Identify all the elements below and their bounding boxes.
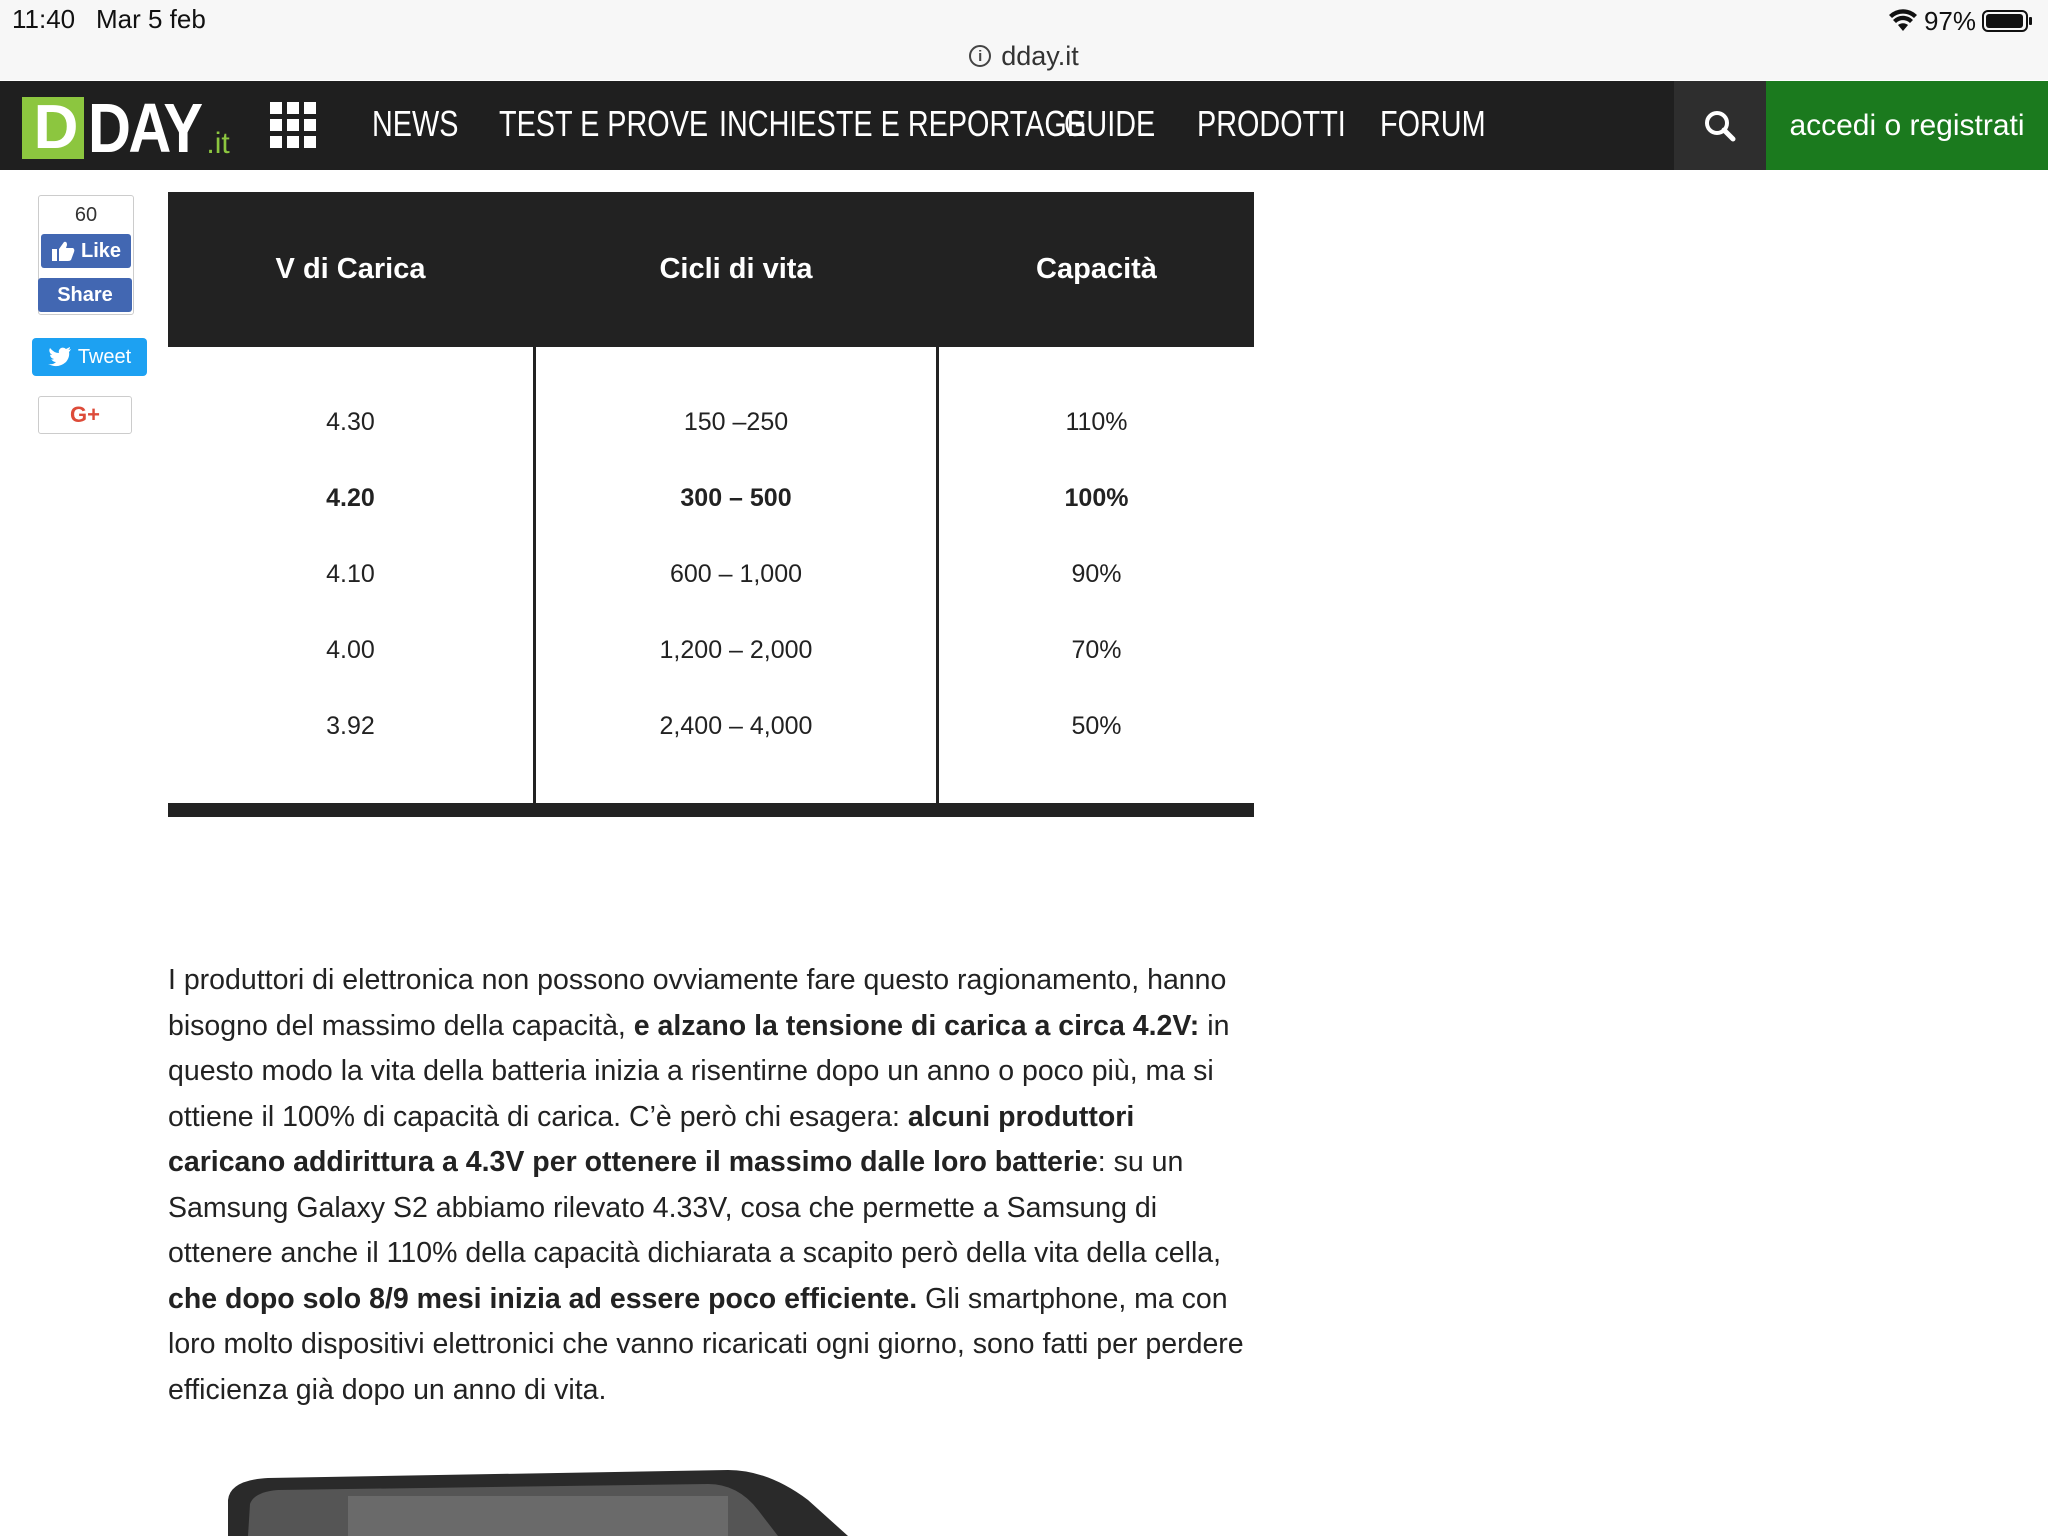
- cell-cicli: 2,400 – 4,000: [659, 712, 813, 740]
- cell-capacita: 50%: [1071, 712, 1122, 740]
- nav-prodotti[interactable]: PRODOTTI: [1197, 103, 1346, 144]
- para-segment-bold: che dopo solo 8/9 mesi inizia ad essere poco efficiente.: [168, 1282, 918, 1315]
- para-segment: Gli smartphone, ma con loro molto dispositivi elettronici che vanno ricaricati ogni giorno, sono fatti per perdere efficienza già dopo un anno di vita.: [168, 1282, 1244, 1406]
- battery-icon: [1982, 9, 2034, 33]
- site-logo[interactable]: [22, 89, 230, 167]
- cell-cicli: 300 – 500: [680, 484, 792, 512]
- header-capacita: Capacità: [1036, 253, 1157, 285]
- status-bar: [0, 0, 2048, 80]
- fb-share-button[interactable]: Share: [38, 278, 132, 312]
- cell-v: 4.20: [326, 484, 375, 512]
- nav-inchieste-e-reportage[interactable]: INCHIESTE E REPORTAGE: [719, 103, 1087, 144]
- tweet-label: Tweet: [77, 345, 132, 368]
- header-v-di-carica: V di Carica: [275, 253, 426, 285]
- thumbs-up-icon: [51, 240, 75, 262]
- info-icon: i: [969, 45, 991, 67]
- para-segment-bold: alcuni produttori caricano addirittura a 4.3V per ottenere il massimo dalle loro batterie: [168, 1100, 1135, 1178]
- nav-news[interactable]: NEWS: [372, 103, 459, 144]
- para-segment: I produttori di elettronica non possono ovviamente fare questo ragionamento, hanno bisogno del massimo della capacità,: [168, 964, 1227, 1042]
- nav-guide[interactable]: GUIDE: [1064, 103, 1156, 144]
- nav-forum[interactable]: FORUM: [1380, 103, 1486, 144]
- status-date: Mar 5 feb: [96, 4, 206, 34]
- nav-test-e-prove[interactable]: TEST E PROVE: [499, 103, 709, 144]
- login-button[interactable]: accedi o registrati: [1766, 81, 2048, 170]
- google-plus-button[interactable]: G+: [38, 396, 132, 434]
- cell-v: 3.92: [326, 712, 375, 740]
- search-icon: [1703, 109, 1737, 143]
- table-bottom-border: [168, 803, 1254, 817]
- para-segment-bold: e alzano la tensione di carica a circa 4.2V:: [633, 1009, 1200, 1042]
- status-right: [1888, 4, 2034, 38]
- status-time: 11:40: [12, 4, 76, 34]
- para-segment: in questo modo la vita della batteria inizia a risentirne dopo un anno o poco più, ma si ottiene il 100% di capacità di carica. C’è però chi esagera:: [168, 1009, 1230, 1133]
- table-header: [168, 192, 1254, 347]
- fb-like-label: Like: [80, 239, 122, 262]
- url-text: dday.it: [1001, 40, 1079, 71]
- article-image: [168, 1440, 968, 1536]
- header-cicli-di-vita: Cicli di vita: [659, 253, 813, 285]
- logo-day: DAY: [88, 89, 201, 167]
- search-button[interactable]: [1674, 81, 1766, 170]
- cell-capacita: 90%: [1071, 560, 1122, 588]
- cell-cicli: 1,200 – 2,000: [659, 636, 813, 664]
- cell-v: 4.10: [326, 560, 375, 588]
- fb-like-count: 60: [74, 204, 98, 226]
- para-segment: : su un Samsung Galaxy S2 abbiamo rilevato 4.33V, cosa che permette a Samsung di ottenere anche il 110% della capacità dichiarata a scapito però della vita della cella,: [168, 1146, 1222, 1269]
- battery-percent: 97%: [1923, 5, 1976, 36]
- cell-capacita: 110%: [1065, 408, 1128, 436]
- cell-cicli: 150 –250: [683, 408, 789, 436]
- cell-v: 4.30: [326, 408, 375, 436]
- grid-menu-icon[interactable]: [270, 102, 320, 152]
- main-navbar: [0, 81, 2048, 170]
- fb-like-button[interactable]: [41, 234, 131, 268]
- logo-suffix: .it: [206, 127, 230, 160]
- tweet-button[interactable]: [32, 338, 147, 376]
- wifi-icon: [1888, 9, 1918, 33]
- cell-capacita: 100%: [1064, 484, 1129, 512]
- cell-capacita: 70%: [1071, 636, 1122, 664]
- logo-d: D: [22, 97, 84, 159]
- cell-cicli: 600 – 1,000: [669, 560, 803, 588]
- cell-v: 4.00: [326, 636, 375, 664]
- twitter-bird-icon: [48, 347, 72, 367]
- article-paragraph: [168, 958, 1258, 1413]
- url-bar[interactable]: [0, 36, 2048, 76]
